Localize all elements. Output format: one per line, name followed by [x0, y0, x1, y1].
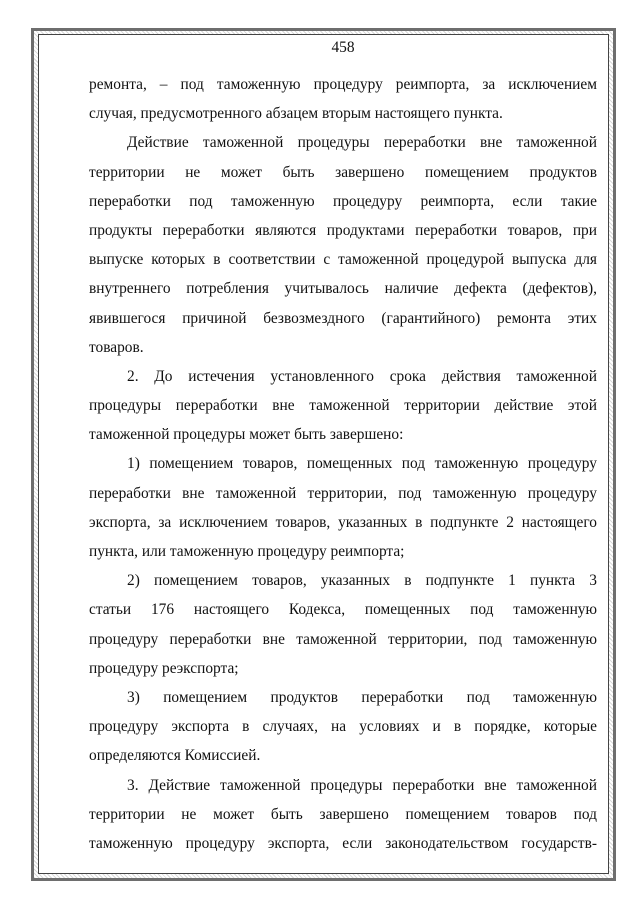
text-line: внутреннего потребления учитывалось наличие дефекта (дефектов),	[89, 280, 597, 298]
text-line: 2) помещением товаров, указанных в подпункте 1 пункта 3	[127, 572, 597, 590]
text-line: продукты переработки являются продуктами переработки товаров, при	[89, 221, 597, 239]
text-line: экспорта, за исключением товаров, указанных в подпункте 2 настоящего	[89, 513, 597, 531]
text-line: территории не может быть завершено помещением товаров под	[89, 805, 597, 823]
text-line: случая, предусмотренного абзацем вторым настоящего пункта.	[89, 105, 503, 123]
text-line: товаров.	[89, 338, 144, 356]
text-line: 2. До истечения установленного срока действия таможенной	[127, 367, 597, 385]
text-line: пункта, или таможенную процедуру реимпорта;	[89, 543, 405, 560]
text-lines	[89, 70, 597, 858]
text-line: переработки вне таможенной территории, под таможенную процедуру	[89, 484, 597, 502]
text-line: процедуру реэкспорта;	[89, 659, 239, 677]
page-text	[89, 38, 597, 858]
page-number: 458	[331, 39, 355, 56]
text-line: территории не может быть завершено помещением продуктов	[89, 163, 597, 181]
text-line: 1) помещением товаров, помещенных под таможенную процедуру	[127, 455, 597, 473]
text-line: ремонта, – под таможенную процедуру реимпорта, за исключением	[89, 76, 597, 93]
text-line: определяются Комиссией.	[89, 747, 261, 765]
text-line: процедуру переработки вне таможенной территории, под таможенную	[89, 630, 597, 648]
text-line: явившегося причиной безвозмездного (гарантийного) ремонта этих	[89, 309, 597, 327]
text-line: таможенной процедуры может быть завершено:	[89, 426, 404, 444]
text-line: процедуры переработки вне таможенной территории действие этой	[89, 397, 597, 415]
text-line: 3. Действие таможенной процедуры переработки вне таможенной	[127, 776, 597, 794]
text-line: таможенную процедуру экспорта, если законодательством государств-	[89, 834, 597, 852]
text-line: 3) помещением продуктов переработки под таможенную	[127, 688, 597, 706]
text-line: переработки под таможенную процедуру реимпорта, если такие	[89, 192, 597, 210]
text-line: Действие таможенной процедуры переработки вне таможенной	[127, 134, 597, 152]
text-line: выпуске которых в соответствии с таможенной процедурой выпуска для	[89, 251, 597, 269]
text-line: процедуру экспорта в случаях, на условиях и в порядке, которые	[89, 718, 597, 736]
text-line: статьи 176 настоящего Кодекса, помещенных под таможенную	[89, 601, 597, 619]
